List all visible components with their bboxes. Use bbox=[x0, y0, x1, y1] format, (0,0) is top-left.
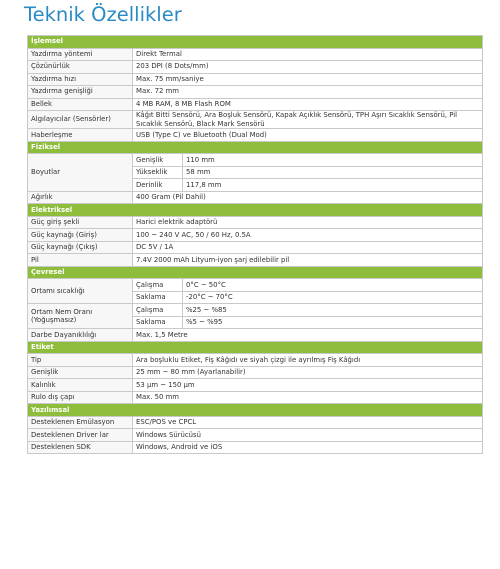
spec-value: Kâğıt Bitti Sensörü, Ara Boşluk Sensörü, Kapak Açıklık Sensörü, TPH Aşırı Sıcaklık Sensörü, Pil Sıcaklık Sensörü, Black Mark Sensörü bbox=[133, 111, 483, 129]
table-row bbox=[28, 216, 483, 229]
spec-value: Max. 1,5 Metre bbox=[133, 329, 483, 342]
spec-value: 203 DPI (8 Dots/mm) bbox=[133, 61, 483, 74]
spec-value: -20°C ~ 70°C bbox=[183, 291, 483, 304]
spec-label: Desteklenen Emülasyon bbox=[28, 416, 133, 429]
spec-value: Ara boşluklu Etiket, Fiş Kâğıdı ve siyah çizgi ile ayrılmış Fiş Kâğıdı bbox=[133, 354, 483, 367]
spec-label: Çözünürlük bbox=[28, 61, 133, 74]
spec-subkey: Derinlik bbox=[133, 179, 183, 192]
spec-value: Windows, Android ve iOS bbox=[133, 441, 483, 454]
spec-label: Güç kaynağı (Çıkış) bbox=[28, 241, 133, 254]
spec-value: 58 mm bbox=[183, 166, 483, 179]
table-row bbox=[28, 391, 483, 404]
spec-value: Max. 72 mm bbox=[133, 86, 483, 99]
section-title: Yazılımsal bbox=[28, 404, 483, 417]
table-row bbox=[28, 416, 483, 429]
spec-label: Ortamı sıcaklığı bbox=[28, 279, 133, 304]
table-row bbox=[28, 98, 483, 111]
section-title: Çevresel bbox=[28, 266, 483, 279]
table-row bbox=[28, 254, 483, 267]
spec-value: Max. 50 mm bbox=[133, 391, 483, 404]
spec-label: Güç giriş şekli bbox=[28, 216, 133, 229]
spec-label: Ağırlık bbox=[28, 191, 133, 204]
spec-subkey: Yükseklik bbox=[133, 166, 183, 179]
spec-value: Direkt Termal bbox=[133, 48, 483, 61]
spec-value: 4 MB RAM, 8 MB Flash ROM bbox=[133, 98, 483, 111]
spec-label: Desteklenen SDK bbox=[28, 441, 133, 454]
spec-subkey: Genişlik bbox=[133, 154, 183, 167]
table-row bbox=[28, 111, 483, 129]
table-row bbox=[28, 354, 483, 367]
spec-value: 7.4V 2000 mAh Lityum-iyon şarj edilebilir pil bbox=[133, 254, 483, 267]
table-row bbox=[28, 329, 483, 342]
table-row bbox=[28, 229, 483, 242]
table-row bbox=[28, 429, 483, 442]
spec-label: Darbe Dayanıklılığı bbox=[28, 329, 133, 342]
section-title: Elektriksel bbox=[28, 204, 483, 217]
section-header-cevresel bbox=[28, 266, 483, 279]
spec-subkey: Saklama bbox=[133, 291, 183, 304]
table-row bbox=[28, 441, 483, 454]
section-title: Fiziksel bbox=[28, 141, 483, 154]
spec-label: Desteklenen Driver lar bbox=[28, 429, 133, 442]
table-row bbox=[28, 129, 483, 142]
spec-label: Yazdırma genişliği bbox=[28, 86, 133, 99]
section-title: İşlemsel bbox=[28, 36, 483, 49]
spec-value: %5 ~ %95 bbox=[183, 316, 483, 329]
spec-value: Max. 75 mm/saniye bbox=[133, 73, 483, 86]
spec-subkey: Çalışma bbox=[133, 304, 183, 317]
section-header-islemsel bbox=[28, 36, 483, 49]
section-header-elektriksel bbox=[28, 204, 483, 217]
spec-value: 100 ~ 240 V AC, 50 / 60 Hz, 0.5A bbox=[133, 229, 483, 242]
spec-value: DC 5V / 1A bbox=[133, 241, 483, 254]
spec-subkey: Saklama bbox=[133, 316, 183, 329]
spec-value: 25 mm ~ 80 mm (Ayarlanabilir) bbox=[133, 366, 483, 379]
table-row bbox=[28, 86, 483, 99]
table-row bbox=[28, 304, 483, 317]
table-row bbox=[28, 48, 483, 61]
table-row bbox=[28, 366, 483, 379]
section-header-yazilimsal bbox=[28, 404, 483, 417]
spec-label: Güç kaynağı (Giriş) bbox=[28, 229, 133, 242]
spec-label: Pil bbox=[28, 254, 133, 267]
spec-label: Kalınlık bbox=[28, 379, 133, 392]
table-row bbox=[28, 191, 483, 204]
section-title: Etiket bbox=[28, 341, 483, 354]
section-header-fiziksel bbox=[28, 141, 483, 154]
spec-label: Haberleşme bbox=[28, 129, 133, 142]
table-row bbox=[28, 241, 483, 254]
spec-value: Harici elektrik adaptörü bbox=[133, 216, 483, 229]
spec-value: %25 ~ %85 bbox=[183, 304, 483, 317]
spec-label: Tip bbox=[28, 354, 133, 367]
page-title: Teknik Özellikler bbox=[24, 3, 182, 26]
spec-label: Algılayıcılar (Sensörler) bbox=[28, 111, 133, 129]
spec-label: Boyutlar bbox=[28, 154, 133, 192]
table-row bbox=[28, 154, 483, 167]
spec-value: 110 mm bbox=[183, 154, 483, 167]
table-row bbox=[28, 279, 483, 292]
table-row bbox=[28, 61, 483, 74]
spec-value: Windows Sürücüsü bbox=[133, 429, 483, 442]
spec-label: Rulo dış çapı bbox=[28, 391, 133, 404]
spec-subkey: Çalışma bbox=[133, 279, 183, 292]
spec-value: ESC/POS ve CPCL bbox=[133, 416, 483, 429]
spec-value: 0°C ~ 50°C bbox=[183, 279, 483, 292]
spec-value: 400 Gram (Pil Dahil) bbox=[133, 191, 483, 204]
spec-label: Bellek bbox=[28, 98, 133, 111]
spec-value: 117,8 mm bbox=[183, 179, 483, 192]
spec-label: Genişlik bbox=[28, 366, 133, 379]
table-row bbox=[28, 379, 483, 392]
section-header-etiket bbox=[28, 341, 483, 354]
specs-table bbox=[27, 35, 483, 454]
spec-label: Ortam Nem Oranı (Yoğuşmasız) bbox=[28, 304, 133, 329]
table-row bbox=[28, 73, 483, 86]
spec-label: Yazdırma yöntemi bbox=[28, 48, 133, 61]
spec-value: 53 µm ~ 150 µm bbox=[133, 379, 483, 392]
spec-label: Yazdırma hızı bbox=[28, 73, 133, 86]
spec-value: USB (Type C) ve Bluetooth (Dual Mod) bbox=[133, 129, 483, 142]
